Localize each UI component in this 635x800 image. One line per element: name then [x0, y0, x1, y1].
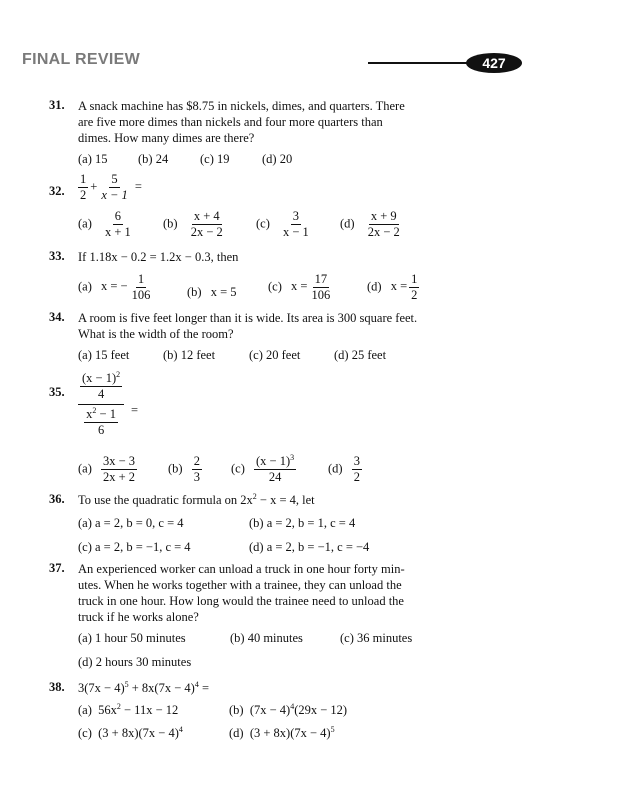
fraction-numerator: 3 — [292, 209, 300, 223]
option-c — [256, 210, 313, 239]
option-label: (b) — [229, 703, 244, 717]
question-number: 32. — [49, 184, 65, 198]
exponent: 4 — [178, 725, 183, 734]
expr-part: (29x − 12) — [294, 703, 348, 717]
stem-text: To use the quadratic formula on 2x — [78, 493, 253, 507]
fraction-denominator: 106 — [311, 288, 331, 302]
fraction-numerator: 2 — [193, 454, 200, 468]
fraction-denominator: 2 — [411, 288, 418, 302]
fraction-numerator: 1 — [80, 172, 87, 186]
option-b: (b) 40 minutes — [230, 631, 303, 645]
fraction-denominator: x − 1 — [101, 188, 128, 202]
option-a — [78, 210, 135, 239]
option-d — [229, 726, 335, 741]
question-text-line: truck if he works alone? — [78, 610, 199, 624]
question-text-line — [78, 492, 315, 508]
option-label: (c) — [268, 279, 282, 294]
stem-text: − x = 4, let — [256, 493, 315, 507]
option-label: (a) — [78, 279, 92, 294]
expr-part: = — [198, 681, 209, 695]
question-text-line: A snack machine has $8.75 in nickels, dimes, and quarters. There — [78, 99, 405, 113]
option-label: (c) — [78, 726, 92, 740]
fraction-denominator: 2x − 2 — [190, 225, 223, 239]
question-text-line: A room is five feet longer than it is wide. Its area is 300 square feet. — [78, 311, 418, 325]
exponent: 5 — [124, 680, 129, 689]
expr-part: (3 + 8x)(7x − 4) — [249, 726, 331, 740]
option-text: x = 5 — [210, 285, 237, 299]
option-d — [340, 210, 404, 239]
option-a — [78, 273, 154, 302]
option-label: (d) — [328, 461, 343, 476]
option-label: (c) — [256, 216, 270, 231]
option-d — [367, 273, 421, 302]
exponent: 2 — [116, 370, 121, 379]
option-label: (b) — [187, 285, 202, 299]
fraction-numerator: 6 — [114, 209, 122, 223]
fraction-denominator: 6 — [97, 423, 105, 437]
option-a: (a) 1 hour 50 minutes — [78, 631, 186, 645]
question-expression — [76, 173, 142, 202]
fraction-denominator: 2 — [353, 470, 360, 484]
option-label: (d) — [229, 726, 244, 740]
option-label: (b) — [168, 461, 183, 476]
fraction-numerator: (x − 1) — [82, 371, 117, 385]
option-d: (d) a = 2, b = −1, c = −4 — [249, 540, 370, 554]
option-d: (d) 2 hours 30 minutes — [78, 655, 192, 669]
option-b: (b) 12 feet — [163, 348, 216, 362]
fraction-numerator: 5 — [111, 172, 118, 186]
question-number: 34. — [49, 310, 65, 324]
question-text-line: An experienced worker can unload a truck in one hour forty min- — [78, 562, 405, 576]
option-a — [78, 455, 139, 484]
exponent: 2 — [252, 492, 257, 501]
fraction-denominator: 3 — [193, 470, 200, 484]
question-number: 31. — [49, 98, 65, 112]
fraction-denominator: 106 — [131, 288, 151, 302]
option-b — [163, 210, 227, 239]
option-b — [229, 703, 347, 718]
option-a: (a) a = 2, b = 0, c = 4 — [78, 516, 184, 530]
option-c: (c) a = 2, b = −1, c = 4 — [78, 540, 191, 554]
expr-part: 56x — [98, 703, 117, 717]
option-label: (d) — [340, 216, 355, 231]
expr-part: − 11x − 12 — [120, 703, 179, 717]
fraction-denominator: 24 — [268, 470, 282, 484]
option-d: (d) 20 — [262, 152, 293, 166]
question-text-line: dimes. How many dimes are there? — [78, 131, 255, 145]
fraction-denominator: 4 — [97, 387, 105, 401]
fraction-numerator: x — [86, 407, 93, 421]
option-label: (a) — [78, 216, 92, 231]
fraction-numerator: x + 9 — [370, 209, 397, 223]
option-c: (c) 19 — [200, 152, 230, 166]
option-a: (a) 15 feet — [78, 348, 130, 362]
option-b: (b) 24 — [138, 152, 169, 166]
fraction-denominator: 2x + 2 — [103, 470, 136, 484]
exponent: 4 — [194, 680, 199, 689]
expr-part: (7x − 4) — [249, 703, 291, 717]
option-label: (a) — [78, 461, 92, 476]
option-d — [328, 455, 364, 484]
fraction-denominator: x + 1 — [105, 225, 131, 239]
plus-sign: + — [90, 179, 98, 194]
exponent: 2 — [116, 702, 121, 711]
fraction-denominator: 2 — [80, 188, 87, 202]
option-b — [168, 455, 204, 484]
option-prefix: x = — [291, 279, 308, 294]
fraction-numerator-tail: − 1 — [96, 407, 116, 421]
option-c: (c) 20 feet — [249, 348, 301, 362]
equals-sign: = — [134, 179, 142, 194]
exponent: 5 — [330, 725, 335, 734]
fraction-denominator: 2x − 2 — [367, 225, 400, 239]
question-text-line: If 1.18x − 0.2 = 1.2x − 0.3, then — [78, 250, 239, 264]
question-number: 35. — [49, 385, 65, 399]
option-prefix: x = — [390, 279, 408, 294]
option-b: (b) a = 2, b = 1, c = 4 — [249, 516, 356, 530]
option-c — [268, 273, 334, 302]
option-c — [78, 726, 183, 741]
option-label: (a) — [78, 703, 92, 717]
option-label: (c) — [231, 461, 245, 476]
complex-fraction — [78, 372, 124, 437]
fraction-numerator: 17 — [314, 272, 328, 286]
question-text-line: What is the width of the room? — [78, 327, 234, 341]
fraction-numerator: 3 — [353, 454, 360, 468]
fraction-denominator: x − 1 — [283, 225, 309, 239]
question-number: 38. — [49, 680, 65, 694]
fraction-numerator: x + 4 — [193, 209, 220, 223]
question-number: 36. — [49, 492, 65, 506]
option-a — [78, 703, 178, 718]
option-d: (d) 25 feet — [334, 348, 387, 362]
fraction-numerator: 3x − 3 — [103, 454, 136, 468]
question-number: 33. — [49, 249, 65, 263]
option-a: (a) 15 — [78, 152, 108, 166]
question-text-line: utes. When he works together with a trainee, they can unload the — [78, 578, 402, 592]
question-number: 37. — [49, 561, 65, 575]
question-expression — [78, 680, 209, 696]
exponent: 4 — [290, 702, 295, 711]
option-label: (b) — [163, 216, 178, 231]
option-prefix: x = − — [101, 279, 128, 294]
exponent: 3 — [290, 453, 295, 462]
option-c — [231, 455, 298, 484]
equals-sign: = — [131, 403, 139, 417]
option-c: (c) 36 minutes — [340, 631, 413, 645]
exponent: 2 — [92, 406, 97, 415]
fraction-numerator: 1 — [137, 272, 145, 286]
expr-part: (3 + 8x)(7x − 4) — [98, 726, 179, 740]
question-text-line: truck in one hour. How long would the trainee need to unload the — [78, 594, 404, 608]
page-number-badge: 427 — [466, 53, 522, 73]
option-b — [187, 285, 237, 300]
fraction-numerator: (x − 1) — [256, 454, 291, 468]
page-header-title: FINAL REVIEW — [22, 51, 140, 68]
header-rule — [368, 62, 476, 64]
expr-part: 3(7x − 4) — [78, 681, 125, 695]
option-label: (d) — [367, 279, 382, 294]
question-text-line: are five more dimes than nickels and four more quarters than — [78, 115, 383, 129]
expr-part: + 8x(7x − 4) — [128, 681, 195, 695]
fraction-numerator: 1 — [411, 272, 418, 286]
